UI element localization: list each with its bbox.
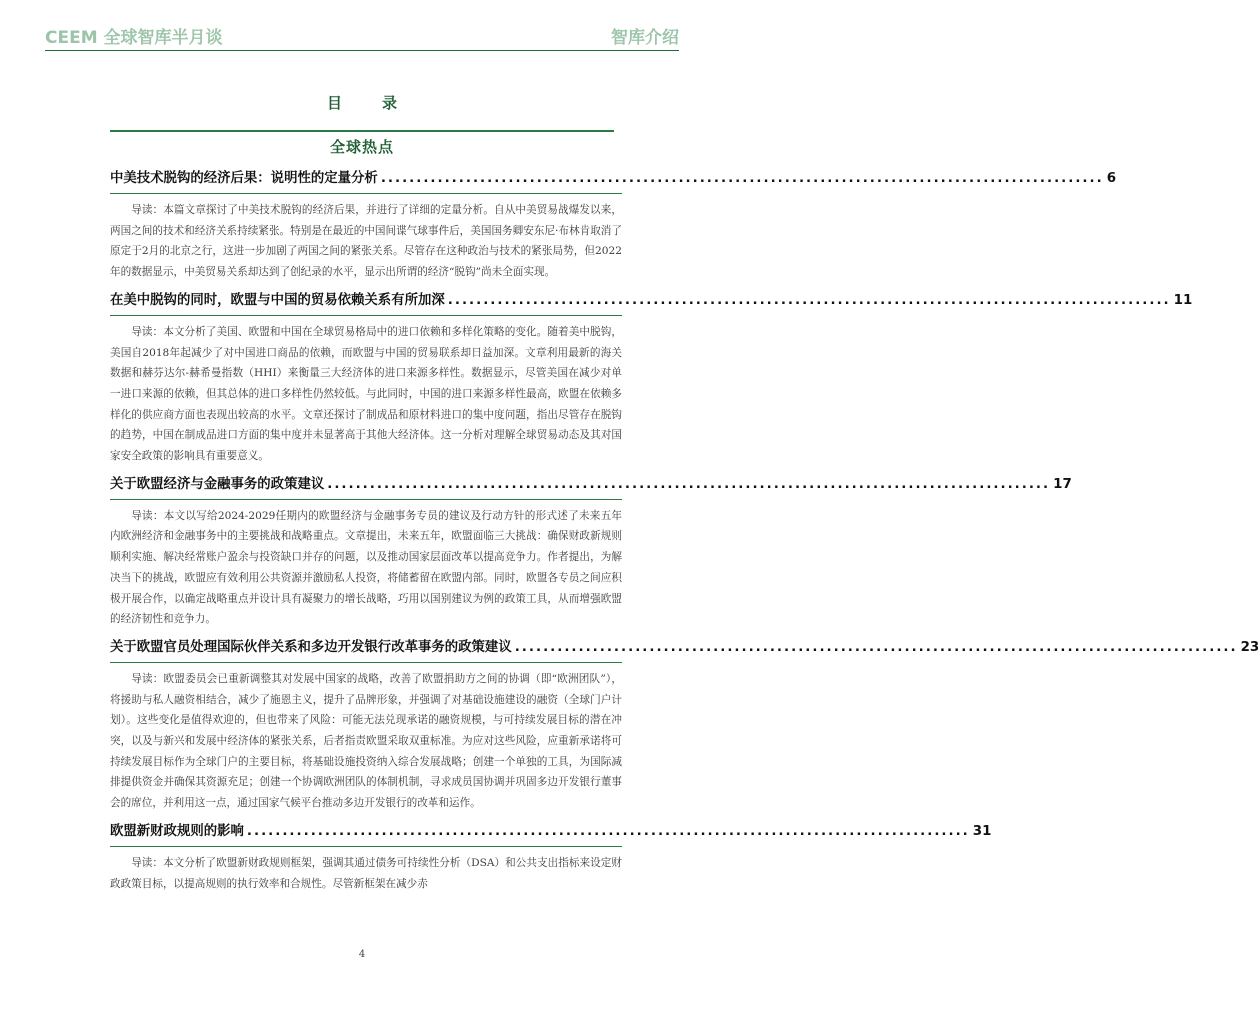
toc-entry (110, 474, 1072, 630)
page-number: 4 (358, 949, 366, 960)
toc-entry-summary: 导读：本文分析了美国、欧盟和中国在全球贸易格局中的进口依赖和多样化策略的变化。随着美中脱钩，美国自2018年起减少了对中国进口商品的依赖，而欧盟与中国的贸易联系却日益加深。文章利用最新的海关数据和赫芬达尔-赫希曼指数（HHI）来衡量三大经济体的进口来源多样性。数据显示，尽管美国在减少对单一进口来源的依赖，但其总体的进口多样性仍然较低。与此同时，中国的进口来源多样性最高，欧盟在依赖多样化的供应商方面也表现出较高的水平。文章还探讨了制成品和原材料进口的集中度问题，指出尽管存在脱钩的趋势，中国在制成品进口方面的集中度并未显著高于其他大经济体。这一分析对理解全球贸易动态及其对国家安全政策的影响具有重要意义。 (110, 325, 622, 463)
entry-divider (110, 846, 622, 847)
toc-entry-page: 31 (972, 823, 992, 839)
entry-divider (110, 193, 622, 194)
toc-entry (110, 290, 1193, 467)
toc-entry-link[interactable] (110, 168, 1117, 190)
toc-entry-page: 17 (1053, 476, 1072, 492)
section-divider (110, 130, 614, 132)
toc-entry-title: 中美技术脱钩的经济后果：说明性的定量分析 (110, 171, 378, 186)
toc-list (110, 168, 1259, 901)
toc-entry-page: 6 (1106, 171, 1117, 186)
toc-entry-link[interactable] (110, 637, 1259, 659)
toc-entry-summary: 导读：本文以写给2024-2029任期内的欧盟经济与金融事务专员的建议及行动方针的形式述了未来五年内欧洲经济和金融事务中的主要挑战和战略重点。文章提出，未来五年，欧盟面临三大挑战：确保财政新规则顺利实施、解决经常账户盈余与投资缺口并存的问题，以及推动国家层面改革以提高竞争力。作者提出，为解决当下的挑战，欧盟应有效利用公共资源并激励私人投资，将储蓄留在欧盟内部。同时，欧盟各专员之间应积极开展合作，以确定战略重点并设计具有凝聚力的增长战略，巧用以国别建议为例的政策工具，从而增强欧盟的经济韧性和竞争力。 (110, 509, 622, 626)
dot-leader: ...................................................................................................... (447, 292, 1171, 308)
toc-entry (110, 168, 1117, 283)
toc-entry-summary: 导读：本文分析了欧盟新财政规则框架，强调其通过债务可持续性分析（DSA）和公共支出指标来设定财政政策目标，以提高规则的执行效率和合规性。尽管新框架在减少赤 (110, 856, 622, 890)
toc-entry-link[interactable] (110, 290, 1193, 312)
toc-entry (110, 637, 1259, 814)
toc-entry-title: 在美中脱钩的同时，欧盟与中国的贸易依赖关系有所加深 (110, 292, 445, 308)
toc-entry-page: 11 (1173, 292, 1193, 308)
entry-divider (110, 662, 622, 663)
dot-leader: ...................................................................................................... (327, 476, 1051, 492)
header-divider (45, 50, 679, 51)
section-heading: 全球热点 (329, 138, 394, 156)
header-publication-title: CEEM 全球智库半月谈 (45, 27, 223, 48)
dot-leader: ...................................................................................................... (380, 171, 1104, 186)
toc-entry-link[interactable] (110, 474, 1072, 496)
entry-divider (110, 315, 622, 316)
toc-entry-title: 欧盟新财政规则的影响 (110, 823, 244, 839)
toc-entry-summary: 导读：本篇文章探讨了中美技术脱钩的经济后果，并进行了详细的定量分析。自从中美贸易战爆发以来，两国之间的技术和经济关系持续紧张。特别是在最近的中国间谍气球事件后，美国国务卿安东尼·布林肯取消了原定于2月的北京之行，这进一步加剧了两国之间的紧张关系。尽管存在这种政治与技术的紧张局势，但2022年的数据显示，中美贸易关系却达到了创纪录的水平，显示出所谓的经济“脱钩”尚未全面实现。 (110, 204, 622, 279)
toc-entry-link[interactable] (110, 821, 992, 843)
entry-divider (110, 499, 622, 500)
toc-title: 目录 (326, 94, 437, 112)
toc-entry-page: 23 (1240, 639, 1259, 655)
toc-entry (110, 821, 992, 894)
toc-entry-title: 关于欧盟官员处理国际伙伴关系和多边开发银行改革事务的政策建议 (110, 639, 512, 655)
dot-leader: ...................................................................................................... (514, 639, 1238, 655)
toc-entry-title: 关于欧盟经济与金融事务的政策建议 (110, 476, 325, 492)
dot-leader: ...................................................................................................... (246, 823, 970, 839)
header-section-title: 智库介绍 (611, 27, 679, 48)
page-header (45, 22, 679, 48)
toc-entry-summary: 导读：欧盟委员会已重新调整其对发展中国家的战略，改善了欧盟捐助方之间的协调（即“欧洲团队”），将援助与私人融资相结合，减少了施恩主义，提升了品牌形象，并强调了对基础设施建设的融资（全球门户计划）。这些变化是值得欢迎的，但也带来了风险：可能无法兑现承诺的融资规模，与可持续发展目标的潜在冲突，以及与新兴和发展中经济体的紧张关系，后者指责欧盟采取双重标准。为应对这些风险，应重新承诺将可持续发展目标作为全球门户的主要目标，将基础设施投资纳入综合发展战略；创建一个单独的工具，为国际减排提供资金并确保其资源充足；创建一个协调欧洲团队的体制机制，寻求成员国协调并巩固多边开发银行董事会的席位，并利用这一点，通过国家气候平台推动多边开发银行的改革和运作。 (110, 672, 622, 810)
